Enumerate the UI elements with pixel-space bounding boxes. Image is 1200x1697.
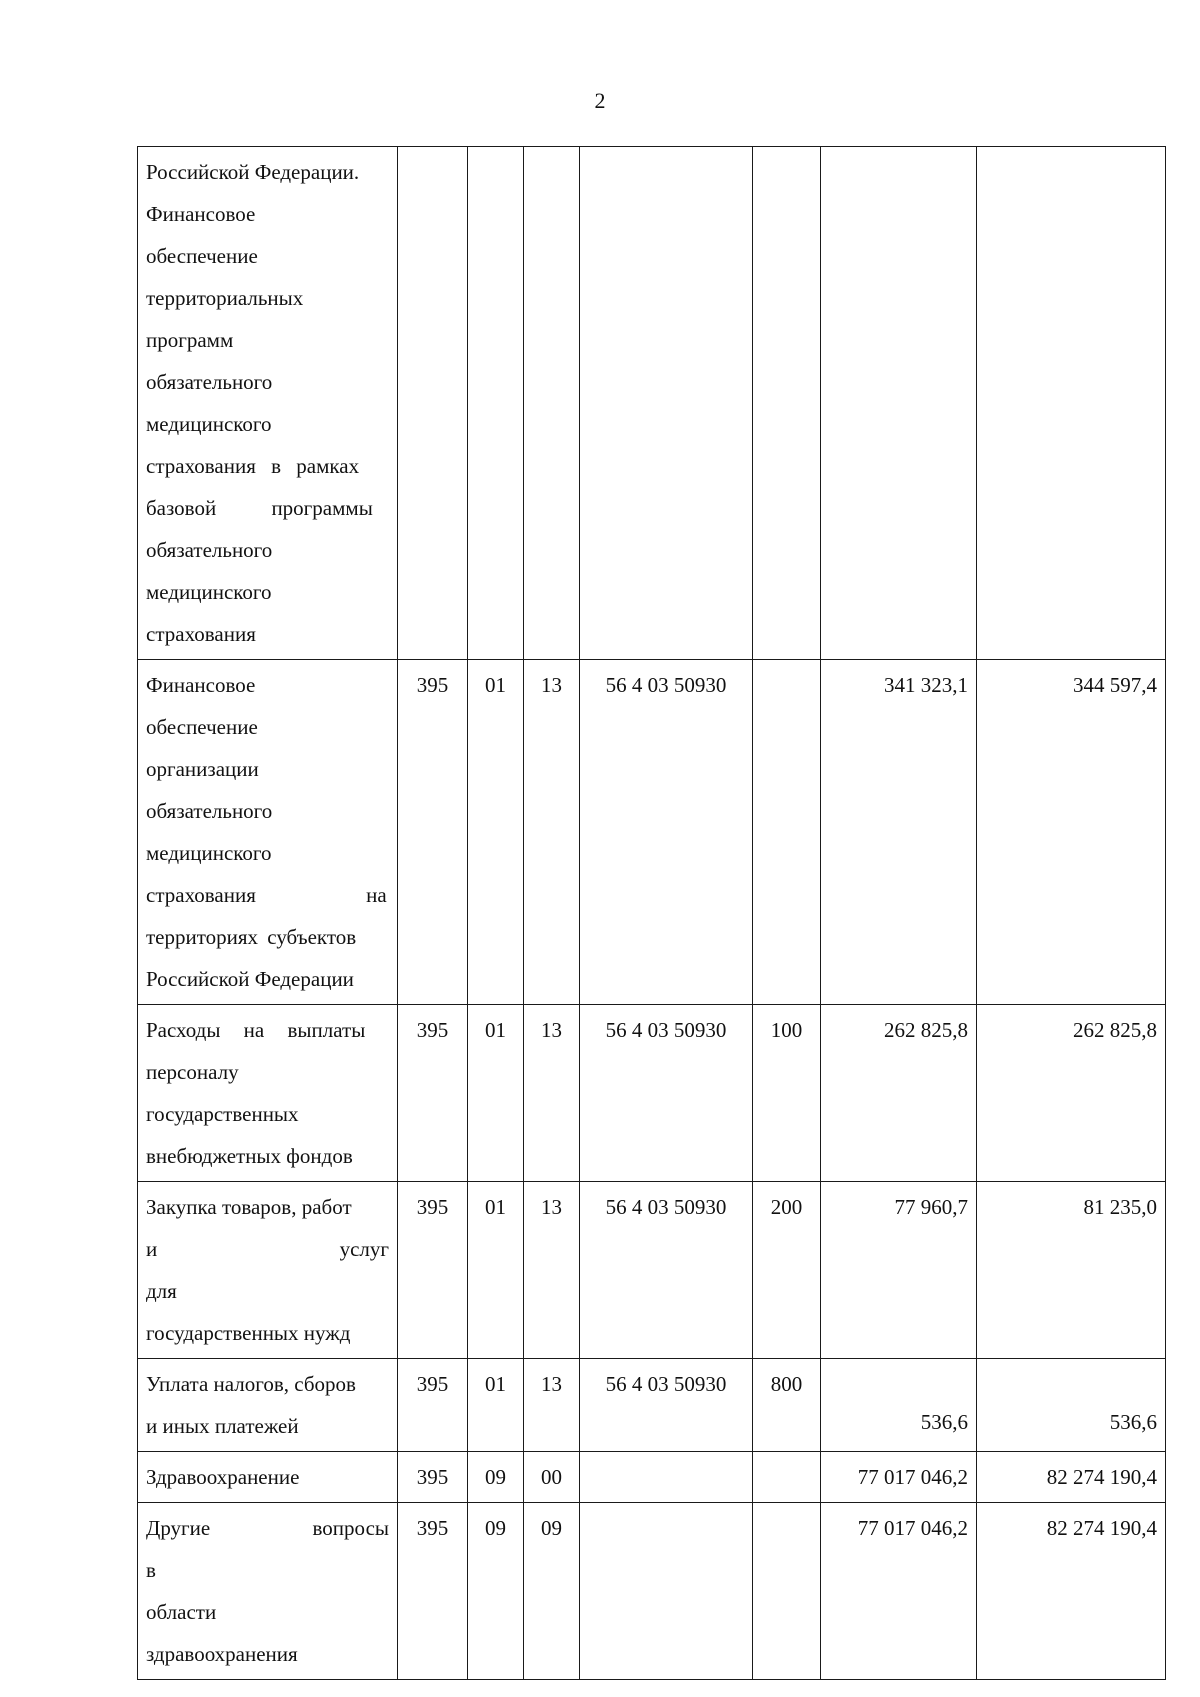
name-line: страхования на xyxy=(146,883,387,907)
name-line: Финансовое xyxy=(146,202,256,226)
name-line: Расходы на выплаты xyxy=(146,1018,366,1042)
name-line: обязательного xyxy=(146,538,273,562)
name-line: государственных xyxy=(146,1102,299,1126)
table-row xyxy=(138,1005,1166,1182)
csr-cell: 56 4 03 50930 xyxy=(580,1005,753,1182)
rz-cell: 01 xyxy=(468,1359,524,1452)
rz-cell xyxy=(468,147,524,660)
pr-cell: 13 xyxy=(524,1359,580,1452)
gr-cell: 395 xyxy=(398,1503,468,1680)
name-line: Уплата налогов, сборов xyxy=(146,1372,356,1396)
row-name-cell xyxy=(138,660,398,1005)
table-row xyxy=(138,1182,1166,1359)
name-line: территориальных xyxy=(146,286,304,310)
budget-table xyxy=(137,146,1166,1680)
page-number: 2 xyxy=(594,88,606,113)
sum2-cell: 344 597,4 xyxy=(977,660,1166,1005)
table-row xyxy=(138,1452,1166,1503)
csr-cell: 56 4 03 50930 xyxy=(580,660,753,1005)
sum1-cell: 77 017 046,2 xyxy=(821,1503,977,1680)
row-name-cell xyxy=(138,1005,398,1182)
sum1-cell: 77 960,7 xyxy=(821,1182,977,1359)
name-line: медицинского xyxy=(146,580,272,604)
vr-cell: 200 xyxy=(753,1182,821,1359)
sum2-cell: 82 274 190,4 xyxy=(977,1452,1166,1503)
vr-cell: 100 xyxy=(753,1005,821,1182)
name-line: и услуг для xyxy=(146,1237,389,1303)
gr-cell: 395 xyxy=(398,1452,468,1503)
table-row xyxy=(138,147,1166,660)
rz-cell: 01 xyxy=(468,1182,524,1359)
name-line: обязательного xyxy=(146,799,273,823)
csr-cell: 56 4 03 50930 xyxy=(580,1359,753,1452)
row-name-cell xyxy=(138,1359,398,1452)
pr-cell: 13 xyxy=(524,1005,580,1182)
name-line: области xyxy=(146,1600,217,1624)
vr-cell xyxy=(753,1452,821,1503)
name-line: и иных платежей xyxy=(146,1414,299,1438)
pr-cell: 13 xyxy=(524,1182,580,1359)
sum1-cell: 341 323,1 xyxy=(821,660,977,1005)
name-line: территориях субъектов xyxy=(146,925,357,949)
row-name-cell xyxy=(138,1503,398,1680)
gr-cell xyxy=(398,147,468,660)
name-line: Российской Федерации. xyxy=(146,160,360,184)
name-line: базовой программы xyxy=(146,496,373,520)
name-line: обеспечение xyxy=(146,244,258,268)
name-line: здравоохранения xyxy=(146,1642,298,1666)
name-line: обеспечение xyxy=(146,715,258,739)
name-line: страхования в рамках xyxy=(146,454,360,478)
sum2-cell: 262 825,8 xyxy=(977,1005,1166,1182)
name-line: Российской Федерации xyxy=(146,967,354,991)
pr-cell: 09 xyxy=(524,1503,580,1680)
name-line: внебюджетных фондов xyxy=(146,1144,353,1168)
name-line: организации xyxy=(146,757,259,781)
table-row xyxy=(138,1503,1166,1680)
name-line: государственных нужд xyxy=(146,1321,351,1345)
gr-cell: 395 xyxy=(398,1182,468,1359)
name-line: страхования xyxy=(146,622,256,646)
name-line: программ xyxy=(146,328,234,352)
table-row xyxy=(138,1359,1166,1452)
pr-cell xyxy=(524,147,580,660)
rz-cell: 09 xyxy=(468,1452,524,1503)
rz-cell: 09 xyxy=(468,1503,524,1680)
sum1-cell: 77 017 046,2 xyxy=(821,1452,977,1503)
vr-cell xyxy=(753,1503,821,1680)
gr-cell: 395 xyxy=(398,660,468,1005)
sum2-cell: 81 235,0 xyxy=(977,1182,1166,1359)
row-name-cell xyxy=(138,1452,398,1503)
name-line: персоналу xyxy=(146,1060,239,1084)
gr-cell: 395 xyxy=(398,1005,468,1182)
rz-cell: 01 xyxy=(468,660,524,1005)
sum2-cell: 82 274 190,4 xyxy=(977,1503,1166,1680)
name-line: Финансовое xyxy=(146,673,256,697)
name-line: медицинского xyxy=(146,412,272,436)
name-line: обязательного xyxy=(146,370,273,394)
vr-cell xyxy=(753,660,821,1005)
sum1-cell: 536,6 xyxy=(821,1359,977,1452)
name-line: Здравоохранение xyxy=(146,1465,300,1489)
pr-cell: 13 xyxy=(524,660,580,1005)
name-line: Другие вопросы в xyxy=(146,1516,389,1582)
row-name-cell xyxy=(138,147,398,660)
csr-cell xyxy=(580,1452,753,1503)
name-line: медицинского xyxy=(146,841,272,865)
csr-cell xyxy=(580,147,753,660)
sum1-cell xyxy=(821,147,977,660)
csr-cell xyxy=(580,1503,753,1680)
sum1-cell: 262 825,8 xyxy=(821,1005,977,1182)
sum2-cell xyxy=(977,147,1166,660)
rz-cell: 01 xyxy=(468,1005,524,1182)
vr-cell: 800 xyxy=(753,1359,821,1452)
table-row xyxy=(138,660,1166,1005)
row-name-cell xyxy=(138,1182,398,1359)
gr-cell: 395 xyxy=(398,1359,468,1452)
vr-cell xyxy=(753,147,821,660)
pr-cell: 00 xyxy=(524,1452,580,1503)
name-line: Закупка товаров, работ xyxy=(146,1195,352,1219)
csr-cell: 56 4 03 50930 xyxy=(580,1182,753,1359)
sum2-cell: 536,6 xyxy=(977,1359,1166,1452)
